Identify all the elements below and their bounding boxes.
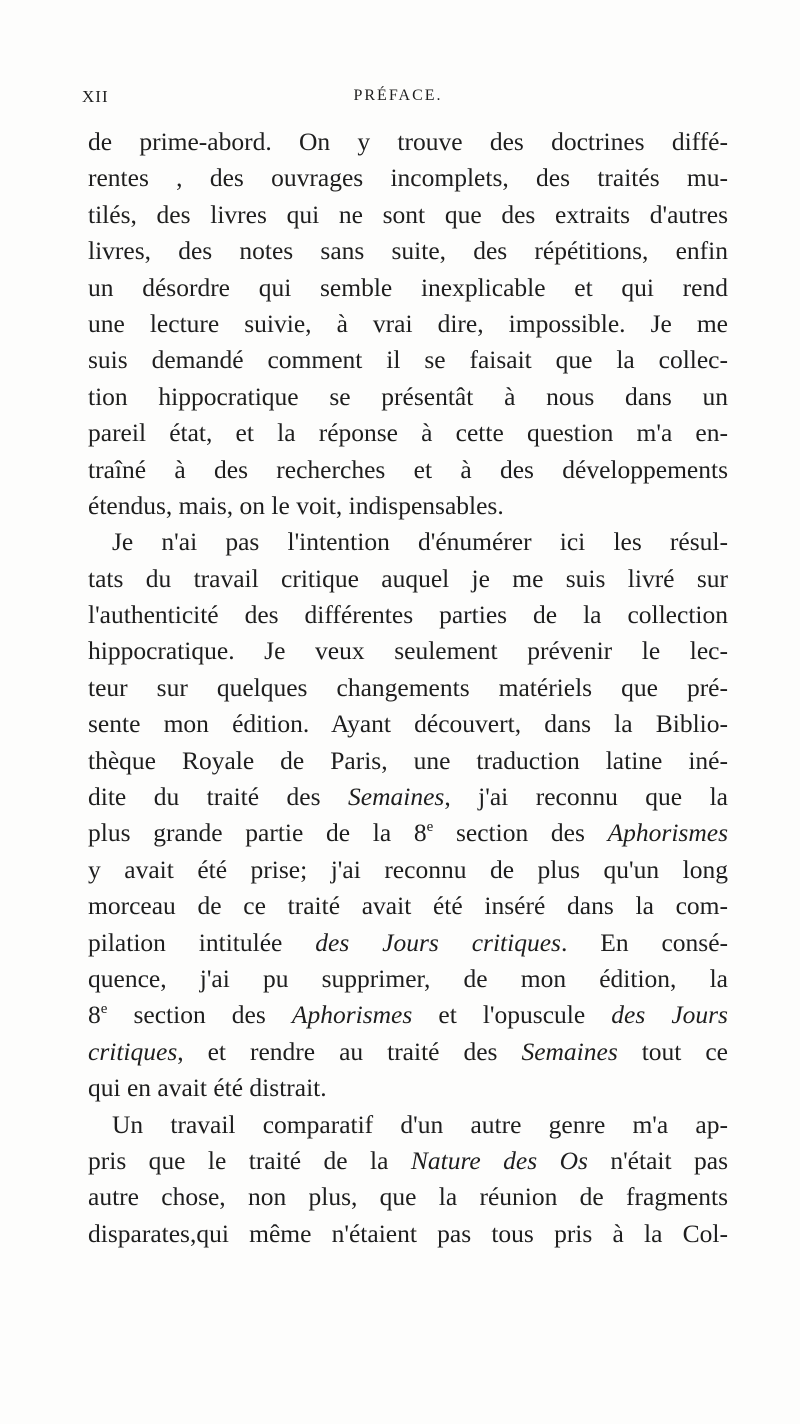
text-line: tats du travail critique auquel je me suis livré sur	[88, 563, 728, 593]
text-line: plus grande partie de la 8e section des Aphorismes	[88, 818, 729, 848]
text-line: pareil état, et la réponse à cette question m'a en-	[88, 418, 728, 448]
text-line: traîné à des recherches et à des développements	[88, 454, 728, 484]
paragraph-start: Un travail comparatif d'un autre genre m'a ap-	[112, 1109, 728, 1139]
italic-title: des Jours critiques	[315, 927, 561, 957]
text-line: tion hippocratique se présentât à nous dans un	[88, 381, 728, 411]
italic-title: des Jours	[611, 1000, 728, 1030]
text-line: 8e section des Aphorismes et l'opuscule des Jours	[88, 1000, 728, 1030]
italic-title: Semaines	[348, 782, 445, 812]
text-line: de prime-abord. On y trouve des doctrines diffé-	[88, 127, 728, 156]
italic-title: Nature des Os	[410, 1145, 588, 1175]
text-line: qui en avait été distrait.	[88, 1073, 327, 1103]
running-head	[78, 87, 718, 113]
text-line: y avait été prise; j'ai reconnu de plus qu'un long	[88, 854, 728, 884]
text-line: quence, j'ai pu supprimer, de mon édition, la	[88, 963, 728, 993]
text-line: une lecture suivie, à vrai dire, impossible. Je me	[88, 308, 728, 338]
text-line: suis demandé comment il se faisait que la collec-	[88, 345, 728, 375]
text-line: pilation intitulée des Jours critiques. En consé-	[88, 927, 729, 957]
text-line: critiques, et rendre au traité des Semaines tout ce	[88, 1036, 729, 1066]
text-line: autre chose, non plus, que la réunion de fragments	[88, 1182, 728, 1212]
italic-title: Aphorismes	[607, 818, 729, 848]
text-line: un désordre qui semble inexplicable et qui rend	[88, 272, 728, 302]
text-line: thèque Royale de Paris, une traduction latine iné-	[88, 745, 728, 775]
superscript: e	[100, 1001, 108, 1018]
text-line: morceau de ce traité avait été inséré dans la com-	[88, 891, 728, 921]
text-line: hippocratique. Je veux seulement prévenir le lec-	[88, 636, 728, 666]
text-line: l'authenticité des différentes parties de la collection	[88, 600, 728, 630]
text-line: sente mon édition. Ayant découvert, dans la Biblio-	[88, 709, 728, 739]
text-line: teur sur quelques changements matériels que pré-	[88, 672, 728, 702]
text-line: disparates,qui même n'étaient pas tous pris à la Col-	[88, 1218, 728, 1248]
text-line: tilés, des livres qui ne sont que des extraits d'autres	[88, 199, 728, 229]
italic-title: critiques	[88, 1036, 178, 1066]
paragraph-start: Je n'ai pas l'intention d'énumérer ici les résul-	[112, 527, 728, 557]
italic-title: Aphorismes	[291, 1000, 413, 1030]
text-line: dite du traité des Semaines, j'ai reconnu que la	[88, 782, 728, 812]
page-number: XII	[82, 87, 109, 106]
text-line: rentes , des ouvrages incomplets, des traités mu-	[88, 163, 728, 193]
text-line: pris que le traité de la Nature des Os n'était pas	[88, 1145, 728, 1175]
superscript: e	[426, 819, 434, 836]
body-text	[88, 124, 728, 1252]
text-line: livres, des notes sans suite, des répétitions, enfin	[88, 236, 728, 266]
running-title: PRÉFACE.	[353, 87, 443, 104]
text-line: étendus, mais, on le voit, indispensables.	[88, 490, 504, 520]
italic-title: Semaines	[521, 1036, 618, 1066]
